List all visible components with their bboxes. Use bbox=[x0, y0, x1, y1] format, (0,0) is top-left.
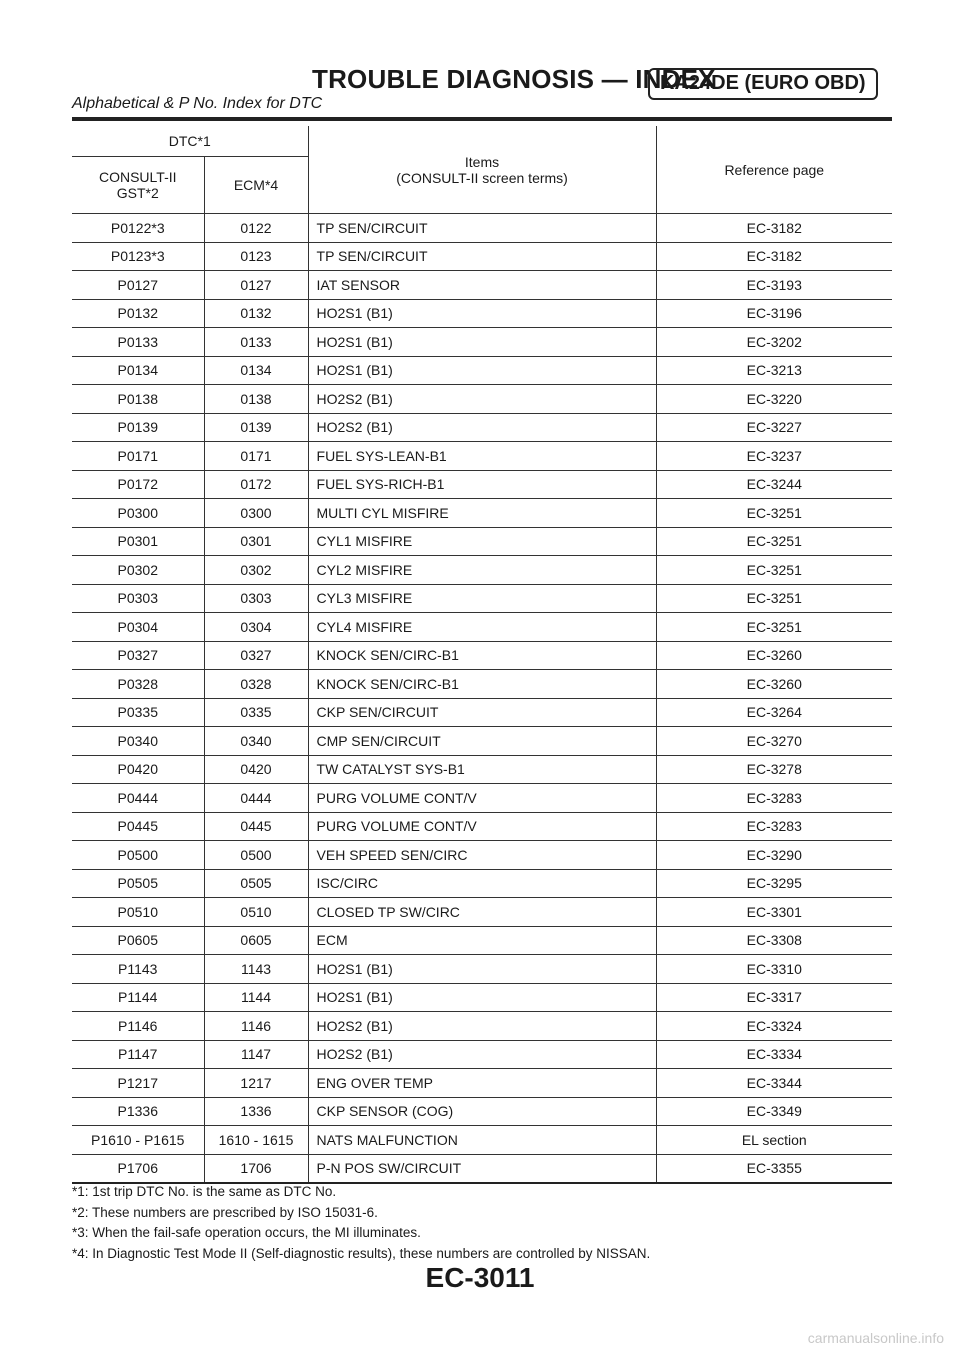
consult-code-cell: P0327 bbox=[72, 641, 204, 670]
table-row bbox=[72, 299, 892, 328]
ecm-header: ECM*4 bbox=[204, 157, 308, 214]
footnote: *3: When the fail-safe operation occurs, the MI illuminates. bbox=[72, 1225, 421, 1240]
ecm-code-cell: 1217 bbox=[204, 1069, 308, 1098]
reference-cell: EC-3290 bbox=[656, 841, 892, 870]
consult-code-cell: P0340 bbox=[72, 727, 204, 756]
ecm-code-cell: 0328 bbox=[204, 670, 308, 699]
ecm-code-cell: 0420 bbox=[204, 755, 308, 784]
consult-code-cell: P0301 bbox=[72, 527, 204, 556]
reference-cell: EC-3264 bbox=[656, 698, 892, 727]
consult-code-cell: P1147 bbox=[72, 1040, 204, 1069]
reference-cell: EC-3227 bbox=[656, 413, 892, 442]
consult-code-cell: P0303 bbox=[72, 584, 204, 613]
reference-cell: EC-3196 bbox=[656, 299, 892, 328]
ecm-code-cell: 0505 bbox=[204, 869, 308, 898]
reference-cell: EC-3237 bbox=[656, 442, 892, 471]
item-cell: KNOCK SEN/CIRC-B1 bbox=[308, 670, 656, 699]
reference-cell: EC-3283 bbox=[656, 812, 892, 841]
table-row bbox=[72, 955, 892, 984]
table-row bbox=[72, 214, 892, 243]
table-row bbox=[72, 413, 892, 442]
consult-code-cell: P0510 bbox=[72, 898, 204, 927]
consult-code-cell: P0139 bbox=[72, 413, 204, 442]
table-row bbox=[72, 641, 892, 670]
footnote: *4: In Diagnostic Test Mode II (Self-diagnostic results), these numbers are controlled by NISSAN. bbox=[72, 1245, 651, 1261]
page-header bbox=[72, 64, 892, 116]
consult-code-cell: P0133 bbox=[72, 328, 204, 357]
ecm-code-cell: 0138 bbox=[204, 385, 308, 414]
item-cell: TP SEN/CIRCUIT bbox=[308, 214, 656, 243]
dtc-group-header: DTC*1 bbox=[72, 126, 308, 157]
table-row bbox=[72, 869, 892, 898]
table-row bbox=[72, 898, 892, 927]
consult-code-cell: P0138 bbox=[72, 385, 204, 414]
engine-badge: KA24DE (EURO OBD) bbox=[648, 68, 878, 100]
item-cell: CYL3 MISFIRE bbox=[308, 584, 656, 613]
item-cell: PURG VOLUME CONT/V bbox=[308, 812, 656, 841]
ecm-code-cell: 0133 bbox=[204, 328, 308, 357]
reference-cell: EC-3317 bbox=[656, 983, 892, 1012]
ecm-code-cell: 1336 bbox=[204, 1097, 308, 1126]
table-row bbox=[72, 698, 892, 727]
ecm-code-cell: 0303 bbox=[204, 584, 308, 613]
consult-code-cell: P0127 bbox=[72, 271, 204, 300]
table-row bbox=[72, 356, 892, 385]
consult-code-cell: P0420 bbox=[72, 755, 204, 784]
ecm-code-cell: 0123 bbox=[204, 242, 308, 271]
ecm-code-cell: 0510 bbox=[204, 898, 308, 927]
ecm-code-cell: 1147 bbox=[204, 1040, 308, 1069]
dtc-table-body bbox=[72, 214, 892, 1184]
item-cell: CYL4 MISFIRE bbox=[308, 613, 656, 642]
item-cell: CYL1 MISFIRE bbox=[308, 527, 656, 556]
table-row bbox=[72, 470, 892, 499]
ecm-code-cell: 0327 bbox=[204, 641, 308, 670]
consult-code-cell: P0302 bbox=[72, 556, 204, 585]
ecm-code-cell: 0445 bbox=[204, 812, 308, 841]
reference-cell: EC-3324 bbox=[656, 1012, 892, 1041]
reference-cell: EC-3355 bbox=[656, 1154, 892, 1183]
consult-code-cell: P1146 bbox=[72, 1012, 204, 1041]
table-row bbox=[72, 1154, 892, 1183]
table-row bbox=[72, 755, 892, 784]
table-row bbox=[72, 812, 892, 841]
table-row bbox=[72, 983, 892, 1012]
items-header-line1: Items bbox=[464, 153, 500, 170]
ecm-code-cell: 1146 bbox=[204, 1012, 308, 1041]
table-row bbox=[72, 1126, 892, 1155]
ecm-code-cell: 0139 bbox=[204, 413, 308, 442]
reference-cell: EC-3283 bbox=[656, 784, 892, 813]
consult-code-cell: P0328 bbox=[72, 670, 204, 699]
table-row bbox=[72, 499, 892, 528]
item-cell: CLOSED TP SW/CIRC bbox=[308, 898, 656, 927]
table-row bbox=[72, 328, 892, 357]
item-cell: FUEL SYS-LEAN-B1 bbox=[308, 442, 656, 471]
ecm-code-cell: 0500 bbox=[204, 841, 308, 870]
reference-cell: EC-3301 bbox=[656, 898, 892, 927]
table-row bbox=[72, 584, 892, 613]
item-cell: HO2S1 (B1) bbox=[308, 299, 656, 328]
consult-code-cell: P0123*3 bbox=[72, 242, 204, 271]
ecm-code-cell: 1144 bbox=[204, 983, 308, 1012]
item-cell: HO2S1 (B1) bbox=[308, 983, 656, 1012]
item-cell: P-N POS SW/CIRCUIT bbox=[308, 1154, 656, 1183]
item-cell: HO2S2 (B1) bbox=[308, 1012, 656, 1041]
page-number: EC-3011 bbox=[425, 1262, 535, 1293]
reference-cell: EC-3310 bbox=[656, 955, 892, 984]
reference-cell: EC-3202 bbox=[656, 328, 892, 357]
item-cell: CKP SEN/CIRCUIT bbox=[308, 698, 656, 727]
dtc-index-table bbox=[72, 126, 892, 1184]
reference-cell: EC-3182 bbox=[656, 214, 892, 243]
item-cell: PURG VOLUME CONT/V bbox=[308, 784, 656, 813]
reference-cell: EC-3260 bbox=[656, 641, 892, 670]
table-row bbox=[72, 841, 892, 870]
table-row bbox=[72, 385, 892, 414]
reference-cell: EC-3270 bbox=[656, 727, 892, 756]
ecm-code-cell: 0302 bbox=[204, 556, 308, 585]
consult-code-cell: P1143 bbox=[72, 955, 204, 984]
ecm-code-cell: 1706 bbox=[204, 1154, 308, 1183]
item-cell: TP SEN/CIRCUIT bbox=[308, 242, 656, 271]
reference-cell: EC-3344 bbox=[656, 1069, 892, 1098]
reference-header: Reference page bbox=[656, 126, 892, 214]
item-cell: ECM bbox=[308, 926, 656, 955]
ecm-code-cell: 0335 bbox=[204, 698, 308, 727]
ecm-code-cell: 0300 bbox=[204, 499, 308, 528]
consult-code-cell: P0505 bbox=[72, 869, 204, 898]
ecm-code-cell: 0134 bbox=[204, 356, 308, 385]
item-cell: HO2S2 (B1) bbox=[308, 385, 656, 414]
table-row bbox=[72, 242, 892, 271]
table-row bbox=[72, 613, 892, 642]
ecm-code-cell: 1143 bbox=[204, 955, 308, 984]
consult-code-cell: P0304 bbox=[72, 613, 204, 642]
item-cell: MULTI CYL MISFIRE bbox=[308, 499, 656, 528]
item-cell: ISC/CIRC bbox=[308, 869, 656, 898]
reference-cell: EC-3244 bbox=[656, 470, 892, 499]
ecm-code-cell: 0340 bbox=[204, 727, 308, 756]
consult-code-cell: P0132 bbox=[72, 299, 204, 328]
reference-cell: EC-3193 bbox=[656, 271, 892, 300]
item-cell: KNOCK SEN/CIRC-B1 bbox=[308, 641, 656, 670]
header-divider bbox=[72, 117, 892, 121]
consult-code-cell: P0171 bbox=[72, 442, 204, 471]
consult-code-cell: P0122*3 bbox=[72, 214, 204, 243]
consult-code-cell: P0605 bbox=[72, 926, 204, 955]
item-cell: ENG OVER TEMP bbox=[308, 1069, 656, 1098]
ecm-code-cell: 0304 bbox=[204, 613, 308, 642]
ecm-code-cell: 0171 bbox=[204, 442, 308, 471]
consult-code-cell: P1144 bbox=[72, 983, 204, 1012]
reference-cell: EL section bbox=[656, 1126, 892, 1155]
items-header bbox=[308, 126, 656, 214]
consult-code-cell: P0172 bbox=[72, 470, 204, 499]
table-row bbox=[72, 527, 892, 556]
page-title: TROUBLE DIAGNOSIS — INDEX bbox=[312, 64, 716, 94]
consult-header-line1: CONSULT-II bbox=[98, 169, 177, 185]
table-row bbox=[72, 1069, 892, 1098]
reference-cell: EC-3295 bbox=[656, 869, 892, 898]
reference-cell: EC-3213 bbox=[656, 356, 892, 385]
page-subtitle: Alphabetical & P No. Index for DTC bbox=[72, 95, 323, 112]
table-row bbox=[72, 926, 892, 955]
reference-cell: EC-3182 bbox=[656, 242, 892, 271]
item-cell: VEH SPEED SEN/CIRC bbox=[308, 841, 656, 870]
footnote: *2: These numbers are prescribed by ISO 15031-6. bbox=[72, 1204, 378, 1220]
table-row bbox=[72, 442, 892, 471]
reference-cell: EC-3278 bbox=[656, 755, 892, 784]
ecm-code-cell: 0605 bbox=[204, 926, 308, 955]
item-cell: HO2S1 (B1) bbox=[308, 955, 656, 984]
watermark: carmanualsonline.info bbox=[807, 1330, 944, 1346]
items-header-line2: (CONSULT-II screen terms) bbox=[396, 169, 568, 186]
table-row bbox=[72, 1012, 892, 1041]
consult-code-cell: P0500 bbox=[72, 841, 204, 870]
consult-code-cell: P1610 - P1615 bbox=[72, 1126, 204, 1155]
reference-cell: EC-3349 bbox=[656, 1097, 892, 1126]
ecm-code-cell: 0444 bbox=[204, 784, 308, 813]
consult-code-cell: P1706 bbox=[72, 1154, 204, 1183]
footnotes bbox=[72, 1182, 892, 1264]
item-cell: NATS MALFUNCTION bbox=[308, 1126, 656, 1155]
footnote: *1: 1st trip DTC No. is the same as DTC No. bbox=[72, 1184, 337, 1199]
table-row bbox=[72, 784, 892, 813]
ecm-code-cell: 0127 bbox=[204, 271, 308, 300]
reference-cell: EC-3251 bbox=[656, 499, 892, 528]
reference-cell: EC-3251 bbox=[656, 613, 892, 642]
item-cell: HO2S2 (B1) bbox=[308, 413, 656, 442]
item-cell: CYL2 MISFIRE bbox=[308, 556, 656, 585]
reference-cell: EC-3220 bbox=[656, 385, 892, 414]
table-row bbox=[72, 727, 892, 756]
table-row bbox=[72, 556, 892, 585]
item-cell: CKP SENSOR (COG) bbox=[308, 1097, 656, 1126]
reference-cell: EC-3251 bbox=[656, 527, 892, 556]
consult-code-cell: P0335 bbox=[72, 698, 204, 727]
consult-code-cell: P0300 bbox=[72, 499, 204, 528]
item-cell: FUEL SYS-RICH-B1 bbox=[308, 470, 656, 499]
ecm-code-cell: 0132 bbox=[204, 299, 308, 328]
consult-code-cell: P0445 bbox=[72, 812, 204, 841]
reference-cell: EC-3251 bbox=[656, 556, 892, 585]
item-cell: CMP SEN/CIRCUIT bbox=[308, 727, 656, 756]
item-cell: HO2S1 (B1) bbox=[308, 328, 656, 357]
ecm-code-cell: 0301 bbox=[204, 527, 308, 556]
reference-cell: EC-3251 bbox=[656, 584, 892, 613]
reference-cell: EC-3334 bbox=[656, 1040, 892, 1069]
item-cell: HO2S2 (B1) bbox=[308, 1040, 656, 1069]
item-cell: TW CATALYST SYS-B1 bbox=[308, 755, 656, 784]
consult-code-cell: P0444 bbox=[72, 784, 204, 813]
item-cell: HO2S1 (B1) bbox=[308, 356, 656, 385]
ecm-code-cell: 0172 bbox=[204, 470, 308, 499]
consult-header bbox=[72, 157, 204, 214]
consult-code-cell: P1217 bbox=[72, 1069, 204, 1098]
consult-header-line2: GST*2 bbox=[116, 185, 159, 201]
consult-code-cell: P0134 bbox=[72, 356, 204, 385]
ecm-code-cell: 0122 bbox=[204, 214, 308, 243]
table-row bbox=[72, 670, 892, 699]
reference-cell: EC-3260 bbox=[656, 670, 892, 699]
table-row bbox=[72, 271, 892, 300]
table-row bbox=[72, 1097, 892, 1126]
consult-code-cell: P1336 bbox=[72, 1097, 204, 1126]
item-cell: IAT SENSOR bbox=[308, 271, 656, 300]
table-row bbox=[72, 1040, 892, 1069]
reference-cell: EC-3308 bbox=[656, 926, 892, 955]
ecm-code-cell: 1610 - 1615 bbox=[204, 1126, 308, 1155]
